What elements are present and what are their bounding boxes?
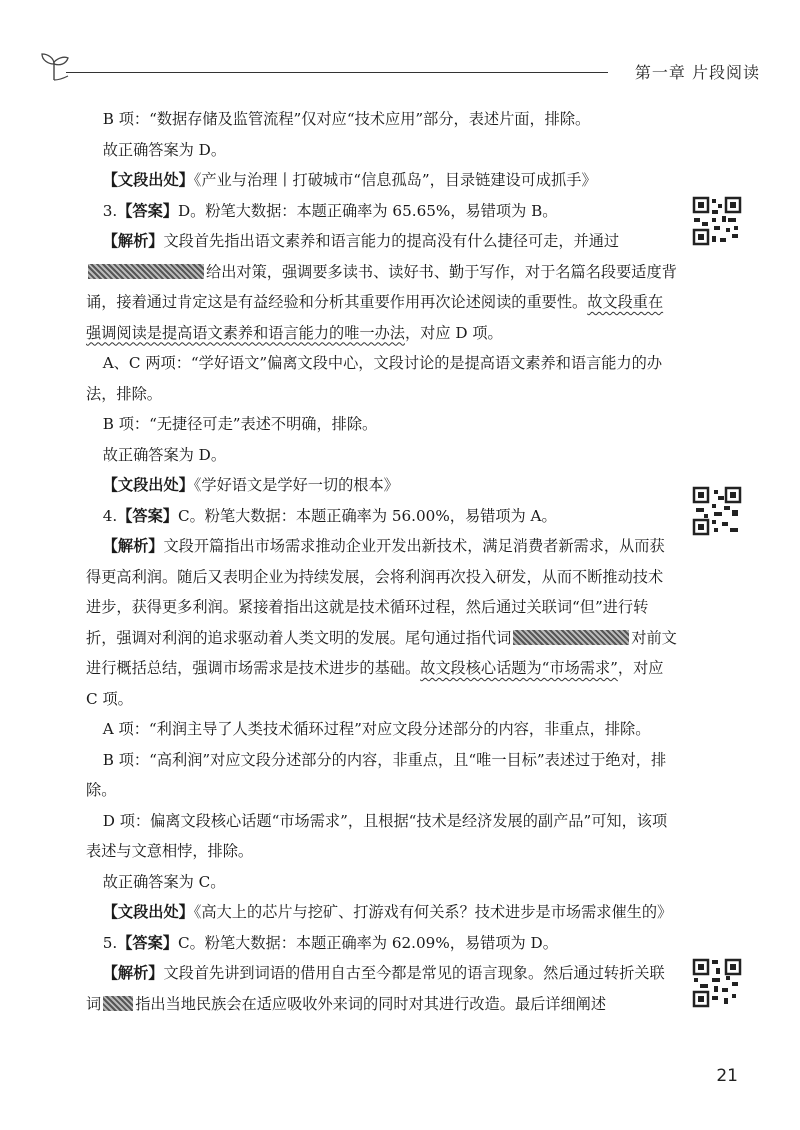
option-analysis: D 项：偏离文段核心话题“市场需求”，且根据“技术是经济发展的副产品”可知，该项表述与文意相悖，排除。: [86, 811, 668, 860]
explanation-text: 对前文进行概括总结，强调市场需求是技术进步的基础。: [86, 628, 677, 677]
answer-text: C。粉笔大数据：本题正确率为 56.00%，易错项为 A。: [177, 506, 557, 525]
answer-tag: 【答案】: [117, 933, 178, 952]
option-analysis: B 项：“高利润”对应文段分述部分的内容，非重点，且“唯一目标”表述过于绝对，排除。: [86, 750, 667, 799]
option-analysis: B 项：“无捷径可走”表述不明确，排除。: [102, 415, 378, 433]
explanation-tag: 【解析】: [102, 964, 164, 982]
answer-text: D。粉笔大数据：本题正确率为 65.65%，易错项为 B。: [177, 201, 558, 220]
header-rule: [66, 72, 608, 73]
explanation-text: 文段首先指出语文素养和语言能力的提高没有什么捷径可走，并通过: [163, 232, 620, 250]
redacted-text: [513, 630, 629, 645]
question-number: 5.: [102, 933, 118, 952]
option-analysis: A、C 两项：“学好语文”偏离文段中心，文段讨论的是提高语文素养和语言能力的办法，排除。: [86, 354, 663, 403]
running-header: [38, 46, 760, 86]
explanation-paragraph: [86, 958, 678, 1019]
explanation-text: ，对应 D 项。: [404, 323, 503, 342]
sprout-icon: [38, 50, 72, 82]
explanation-text: 文段开篇指出市场需求推动企业开发出新技术，满足消费者新需求，从而获得更高利润。随后又表明企业为持续发展，会将利润再次投入研发，从而不断推动技术进步，获得更多利润。紧接着指出这就是技术循环过程，然后通过关联词“但”进行转折，强调对利润的追求驱动着人类文明的发展。尾句通过指代词: [86, 537, 665, 647]
explanation-paragraph: [86, 531, 678, 714]
redacted-text: [88, 264, 204, 279]
question-number: 3.: [102, 201, 118, 220]
qr-code-icon: [692, 486, 742, 536]
page-number: 21: [716, 1066, 738, 1086]
option-analysis: A 项：“利润主导了人类技术循环过程”对应文段分述部分的内容，非重点，排除。: [102, 720, 651, 738]
source-line: [86, 470, 678, 501]
key-conclusion: 故文段重在强调阅读是提高语文素养和语言能力的唯一办法: [86, 293, 664, 342]
final-answer: 故正确答案为 C。: [102, 872, 226, 891]
answer-line: [86, 928, 678, 959]
source-tag: 【文段出处】: [102, 903, 194, 921]
question-number: 4.: [102, 506, 118, 525]
chapter-title: 第一章 片段阅读: [634, 63, 760, 82]
source-tag: 【文段出处】: [102, 171, 194, 189]
source-title: 《高大上的芯片与挖矿、打游戏有何关系？技术进步是市场需求催生的》: [193, 903, 673, 921]
option-analysis: B 项：“数据存储及监管流程”仅对应“技术应用”部分，表述片面，排除。: [102, 110, 591, 128]
answer-tag: 【答案】: [117, 506, 178, 525]
final-answer: 故正确答案为 D。: [102, 445, 227, 464]
final-answer: 故正确答案为 D。: [102, 140, 227, 159]
answer-tag: 【答案】: [117, 201, 178, 220]
explanation-paragraph: [86, 226, 678, 348]
page-body: [86, 104, 678, 1019]
answer-text: C。粉笔大数据：本题正确率为 62.09%，易错项为 D。: [177, 933, 558, 952]
answer-line: [86, 501, 678, 532]
source-title: 《学好语文是学好一切的根本》: [193, 476, 399, 494]
key-conclusion: 故文段核心话题为“市场需求”: [420, 659, 618, 677]
source-line: [86, 897, 678, 928]
answer-line: [86, 196, 678, 227]
explanation-text: 指出当地民族会在适应吸收外来词的同时对其进行改造。最后详细阐述: [135, 994, 606, 1013]
qr-code-icon: [692, 958, 742, 1008]
explanation-tag: 【解析】: [102, 537, 164, 555]
explanation-text: ，对应 C 项。: [86, 659, 664, 708]
qr-code-icon: [692, 196, 742, 246]
source-tag: 【文段出处】: [102, 476, 194, 494]
explanation-text: 文段首先讲到词语的借用自古至今都是常见的语言现象。然后通过转折关联词: [86, 964, 665, 1013]
source-title: 《产业与治理丨打破城市“信息孤岛”，目录链建设可成抓手》: [193, 171, 597, 189]
explanation-tag: 【解析】: [102, 232, 164, 250]
redacted-text: [103, 996, 133, 1011]
source-line: [86, 165, 678, 196]
explanation-text: 给出对策，强调要多读书、读好书、勤于写作，对于名篇名段要适度背诵，接着通过肯定这是有益经验和分析其重要作用再次论述阅读的重要性。: [86, 262, 677, 311]
